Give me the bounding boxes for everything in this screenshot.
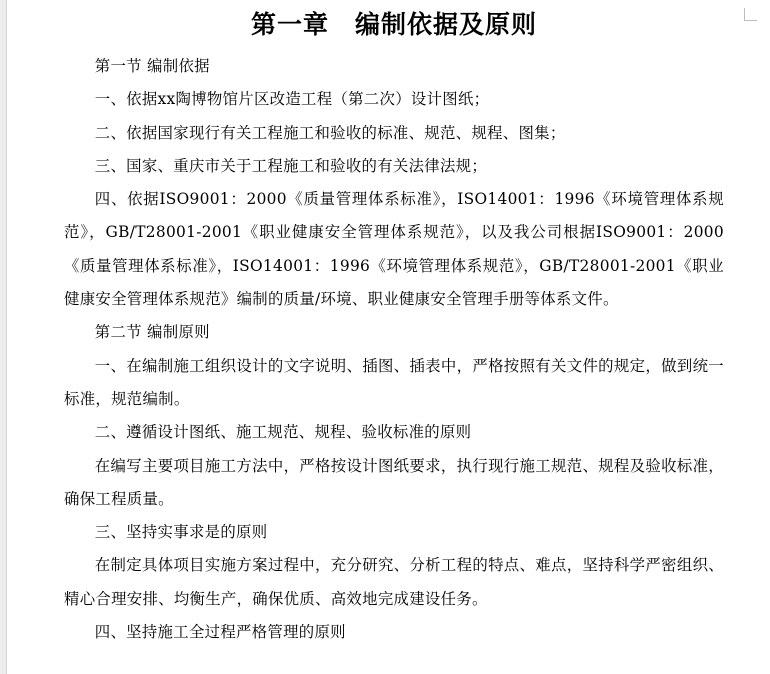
paragraph: 二、遵循设计图纸、施工规范、规程、验收标准的原则 [94,423,472,442]
margin-corner-mark [744,8,757,21]
paragraph: 三、国家、重庆市关于工程施工和验收的有关法律法规； [94,156,488,175]
paragraph: 四、依据ISO9001：2000《质量管理体系标准》，ISO14001：1996《环境管理体系规范》，GB/T28001-2001《职业健康安全管理体系规范》，以及我公司根据ISO9001：2000《质量管理体系标准》，ISO14001：1996《环境管理体系规范》，GB/T28001-2001《职业健康安全管理体系规范》编制的质量/环境、职业健康安全管理手册等体系文件。 [64,190,724,309]
page-left-edge [0,0,7,674]
document-body [64,0,724,649]
section-heading-principles: 第二节 编制原则 [94,323,210,342]
paragraph: 三、坚持实事求是的原则 [94,523,268,542]
paragraph: 在编写主要项目施工方法中，严格按设计图纸要求，执行现行施工规范、规程及验收标准，确保工程质量。 [64,456,724,508]
paragraph: 二、依据国家现行有关工程施工和验收的标准、规范、规程、图集； [94,123,566,142]
paragraph: 一、依据xx陶博物馆片区改造工程（第二次）设计图纸； [94,90,490,109]
paragraph: 四、坚持施工全过程严格管理的原则 [94,623,346,642]
chapter-title: 第一章 编制依据及原则 [250,10,537,39]
section-heading-basis: 第一节 编制依据 [94,57,210,75]
paragraph: 一、在编制施工组织设计的文字说明、插图、插表中，严格按照有关文件的规定，做到统一标准，规范编制。 [64,356,724,408]
paragraph: 在制定具体项目实施方案过程中，充分研究、分析工程的特点、难点，坚持科学严密组织、精心合理安排、均衡生产，确保优质、高效地完成建设任务。 [64,556,724,608]
